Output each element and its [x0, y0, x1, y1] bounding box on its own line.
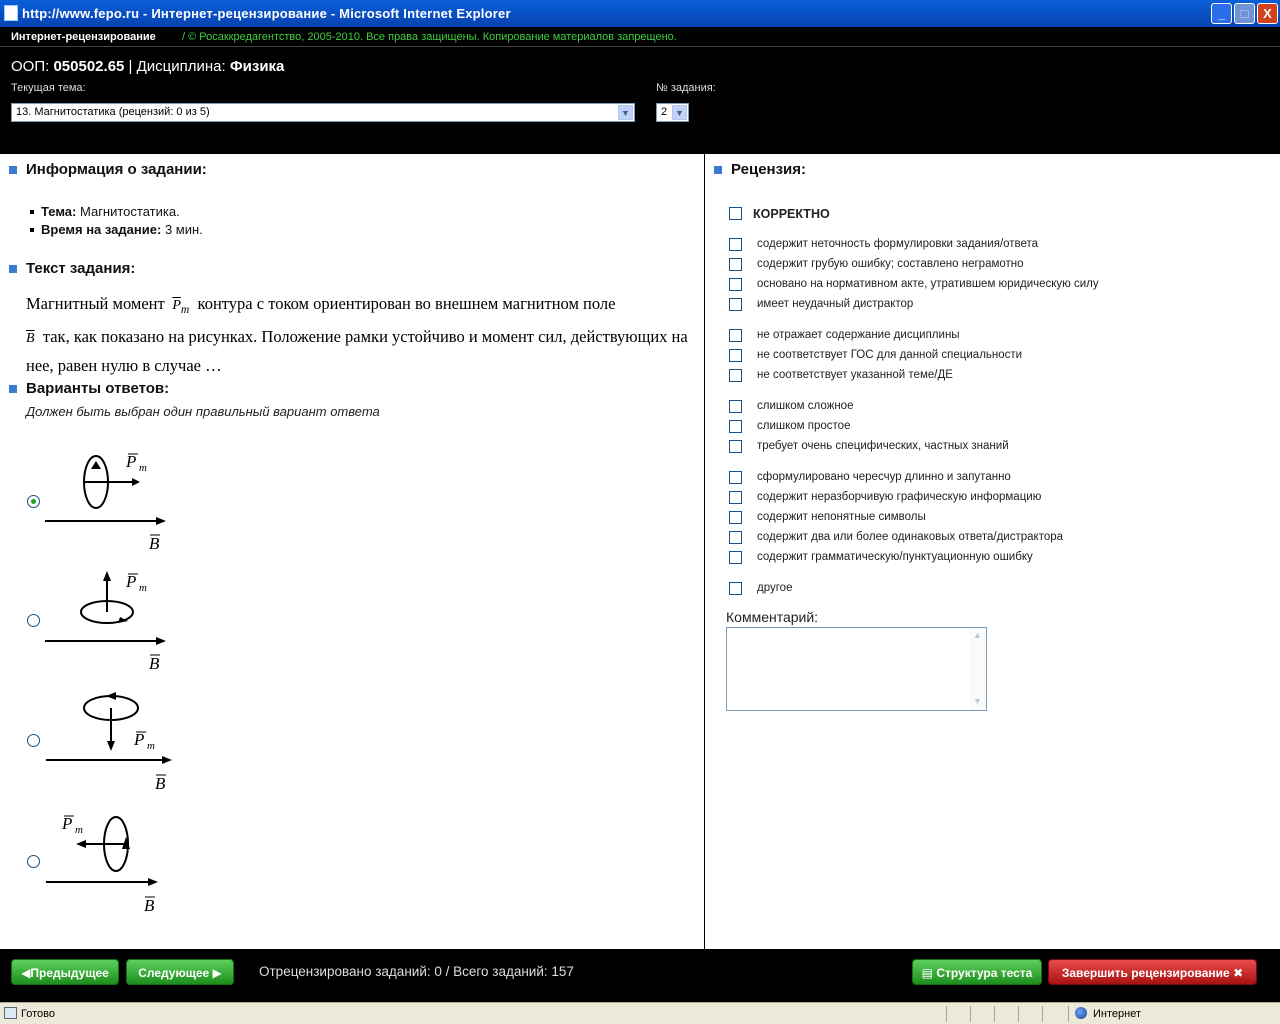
prev-button[interactable]: ◀Предыдущее	[11, 959, 119, 985]
copyright-text: / © Росаккредагентство, 2005-2010. Все права защищены. Копирование материалов запрещено.	[182, 31, 677, 43]
window-title: http://www.fepo.ru - Интернет-рецензирование - Microsoft Internet Explorer	[22, 6, 511, 21]
scroll-up-icon[interactable]: ▲	[973, 630, 982, 640]
oop-line	[11, 58, 284, 75]
task-text-heading: Текст задания:	[26, 260, 135, 277]
discipline-value: Физика	[229, 58, 285, 75]
answer-figure-2	[40, 565, 180, 675]
chevron-right-icon: ▶	[212, 966, 222, 980]
answer-radio-4[interactable]	[27, 855, 40, 868]
checkbox[interactable]	[729, 400, 742, 413]
bullet-square-icon	[714, 166, 722, 174]
divider	[970, 1006, 971, 1022]
oop-label: ООП:	[11, 58, 50, 75]
finish-review-button[interactable]: Завершить рецензирование ✖	[1048, 959, 1257, 985]
theme-label: Текущая тема:	[11, 82, 86, 94]
bullet-square-icon	[9, 265, 17, 273]
minimize-button[interactable]: _	[1211, 3, 1232, 24]
status-text: Готово	[21, 1008, 55, 1020]
task-info-list	[41, 203, 203, 239]
checkbox[interactable]	[729, 440, 742, 453]
b-label: B	[155, 774, 166, 793]
comment-textarea[interactable]	[726, 627, 987, 711]
divider	[946, 1006, 947, 1022]
pm-sub-label: m	[139, 582, 147, 594]
task-number-value: 2	[661, 106, 668, 118]
ie-icon	[4, 5, 18, 21]
footer-bar	[0, 949, 1280, 1002]
chevron-left-icon: ◀	[21, 966, 31, 980]
checkbox[interactable]	[729, 278, 742, 291]
checkbox[interactable]	[729, 420, 742, 433]
document-icon: ▤	[921, 966, 933, 980]
checkbox[interactable]	[729, 551, 742, 564]
divider	[1018, 1006, 1019, 1022]
divider	[1042, 1006, 1043, 1022]
scroll-down-icon[interactable]: ▼	[973, 696, 982, 706]
answer-figure-4	[40, 805, 180, 920]
pm-sub-label: m	[139, 462, 147, 474]
answer-radio-2[interactable]	[27, 614, 40, 627]
task-number-label: № задания:	[656, 82, 716, 94]
chevron-down-icon[interactable]: ▼	[618, 105, 633, 120]
pm-sub-label: m	[75, 824, 83, 836]
checkbox[interactable]	[729, 207, 742, 220]
list-item: Тема: Магнитостатика.	[41, 203, 203, 221]
checkbox[interactable]	[729, 349, 742, 362]
checkbox[interactable]	[729, 238, 742, 251]
maximize-button[interactable]: □	[1234, 3, 1255, 24]
panel-divider	[704, 154, 705, 949]
checkbox[interactable]	[729, 531, 742, 544]
checkbox[interactable]	[729, 511, 742, 524]
bullet-square-icon	[9, 166, 17, 174]
chevron-down-icon[interactable]: ▼	[672, 105, 687, 120]
answers-heading: Варианты ответов:	[26, 380, 169, 397]
checkbox[interactable]	[729, 369, 742, 382]
theme-select-value: 13. Магнитостатика (рецензий: 0 из 5)	[16, 106, 210, 118]
next-button[interactable]: Следующее ▶	[126, 959, 234, 985]
info-heading: Информация о задании:	[26, 161, 207, 178]
checkbox[interactable]	[729, 298, 742, 311]
answers-hint: Должен быть выбран один правильный вариант ответа	[26, 404, 380, 419]
pm-sub-label: m	[147, 740, 155, 752]
answer-figure-3	[40, 685, 180, 800]
checkbox[interactable]	[729, 258, 742, 271]
checkbox[interactable]	[729, 471, 742, 484]
checkbox[interactable]	[729, 329, 742, 342]
globe-icon	[1075, 1007, 1087, 1019]
b-label: B	[149, 654, 160, 673]
divider	[994, 1006, 995, 1022]
pm-label: P	[126, 452, 137, 471]
scrollbar[interactable]	[970, 628, 986, 710]
list-item: Время на задание: 3 мин.	[41, 222, 203, 237]
task-text: Магнитный момент $\overline{P}_m$ контура с током ориентирован во внешнем магнитном поле $\overline{B}$ так, как показано на рисунках. Положение рамки устойчиво и момент сил, действующих на нее, равен нулю в случае …	[26, 294, 688, 375]
review-progress: Отрецензировано заданий: 0 / Всего заданий: 157	[259, 964, 574, 979]
pm-label: P	[134, 730, 145, 749]
b-symbol: $\overline{B}$	[26, 330, 35, 346]
task-number-select[interactable]	[656, 103, 689, 122]
checkbox[interactable]	[729, 491, 742, 504]
window-titlebar	[0, 0, 1280, 27]
answer-radio-3[interactable]	[27, 734, 40, 747]
discipline-label: | Дисциплина:	[128, 58, 226, 75]
browser-statusbar	[0, 1002, 1280, 1024]
security-zone: Интернет	[1093, 1008, 1141, 1020]
oop-value: 050502.65	[53, 58, 125, 75]
b-label: B	[149, 534, 160, 553]
divider	[1068, 1006, 1069, 1022]
comment-label: Комментарий:	[726, 609, 819, 625]
review-heading: Рецензия:	[731, 161, 806, 178]
answer-radio-1[interactable]	[27, 495, 40, 508]
pm-label: P	[126, 572, 137, 591]
bullet-square-icon	[9, 385, 17, 393]
theme-select[interactable]	[11, 103, 635, 122]
answer-figure-1	[40, 445, 180, 555]
brand-link[interactable]: Интернет-рецензирование	[11, 31, 156, 43]
close-button[interactable]: X	[1257, 3, 1278, 24]
header-topline	[0, 27, 1280, 47]
close-icon: ✖	[1233, 966, 1244, 980]
b-label: B	[144, 896, 155, 915]
page-header	[0, 27, 1280, 154]
pm-label: P	[62, 814, 73, 833]
pm-symbol: $\overline{P}_m$	[172, 298, 190, 316]
page-icon	[4, 1007, 17, 1019]
test-structure-button[interactable]: ▤ Структура теста	[912, 959, 1042, 985]
checkbox[interactable]	[729, 582, 742, 595]
